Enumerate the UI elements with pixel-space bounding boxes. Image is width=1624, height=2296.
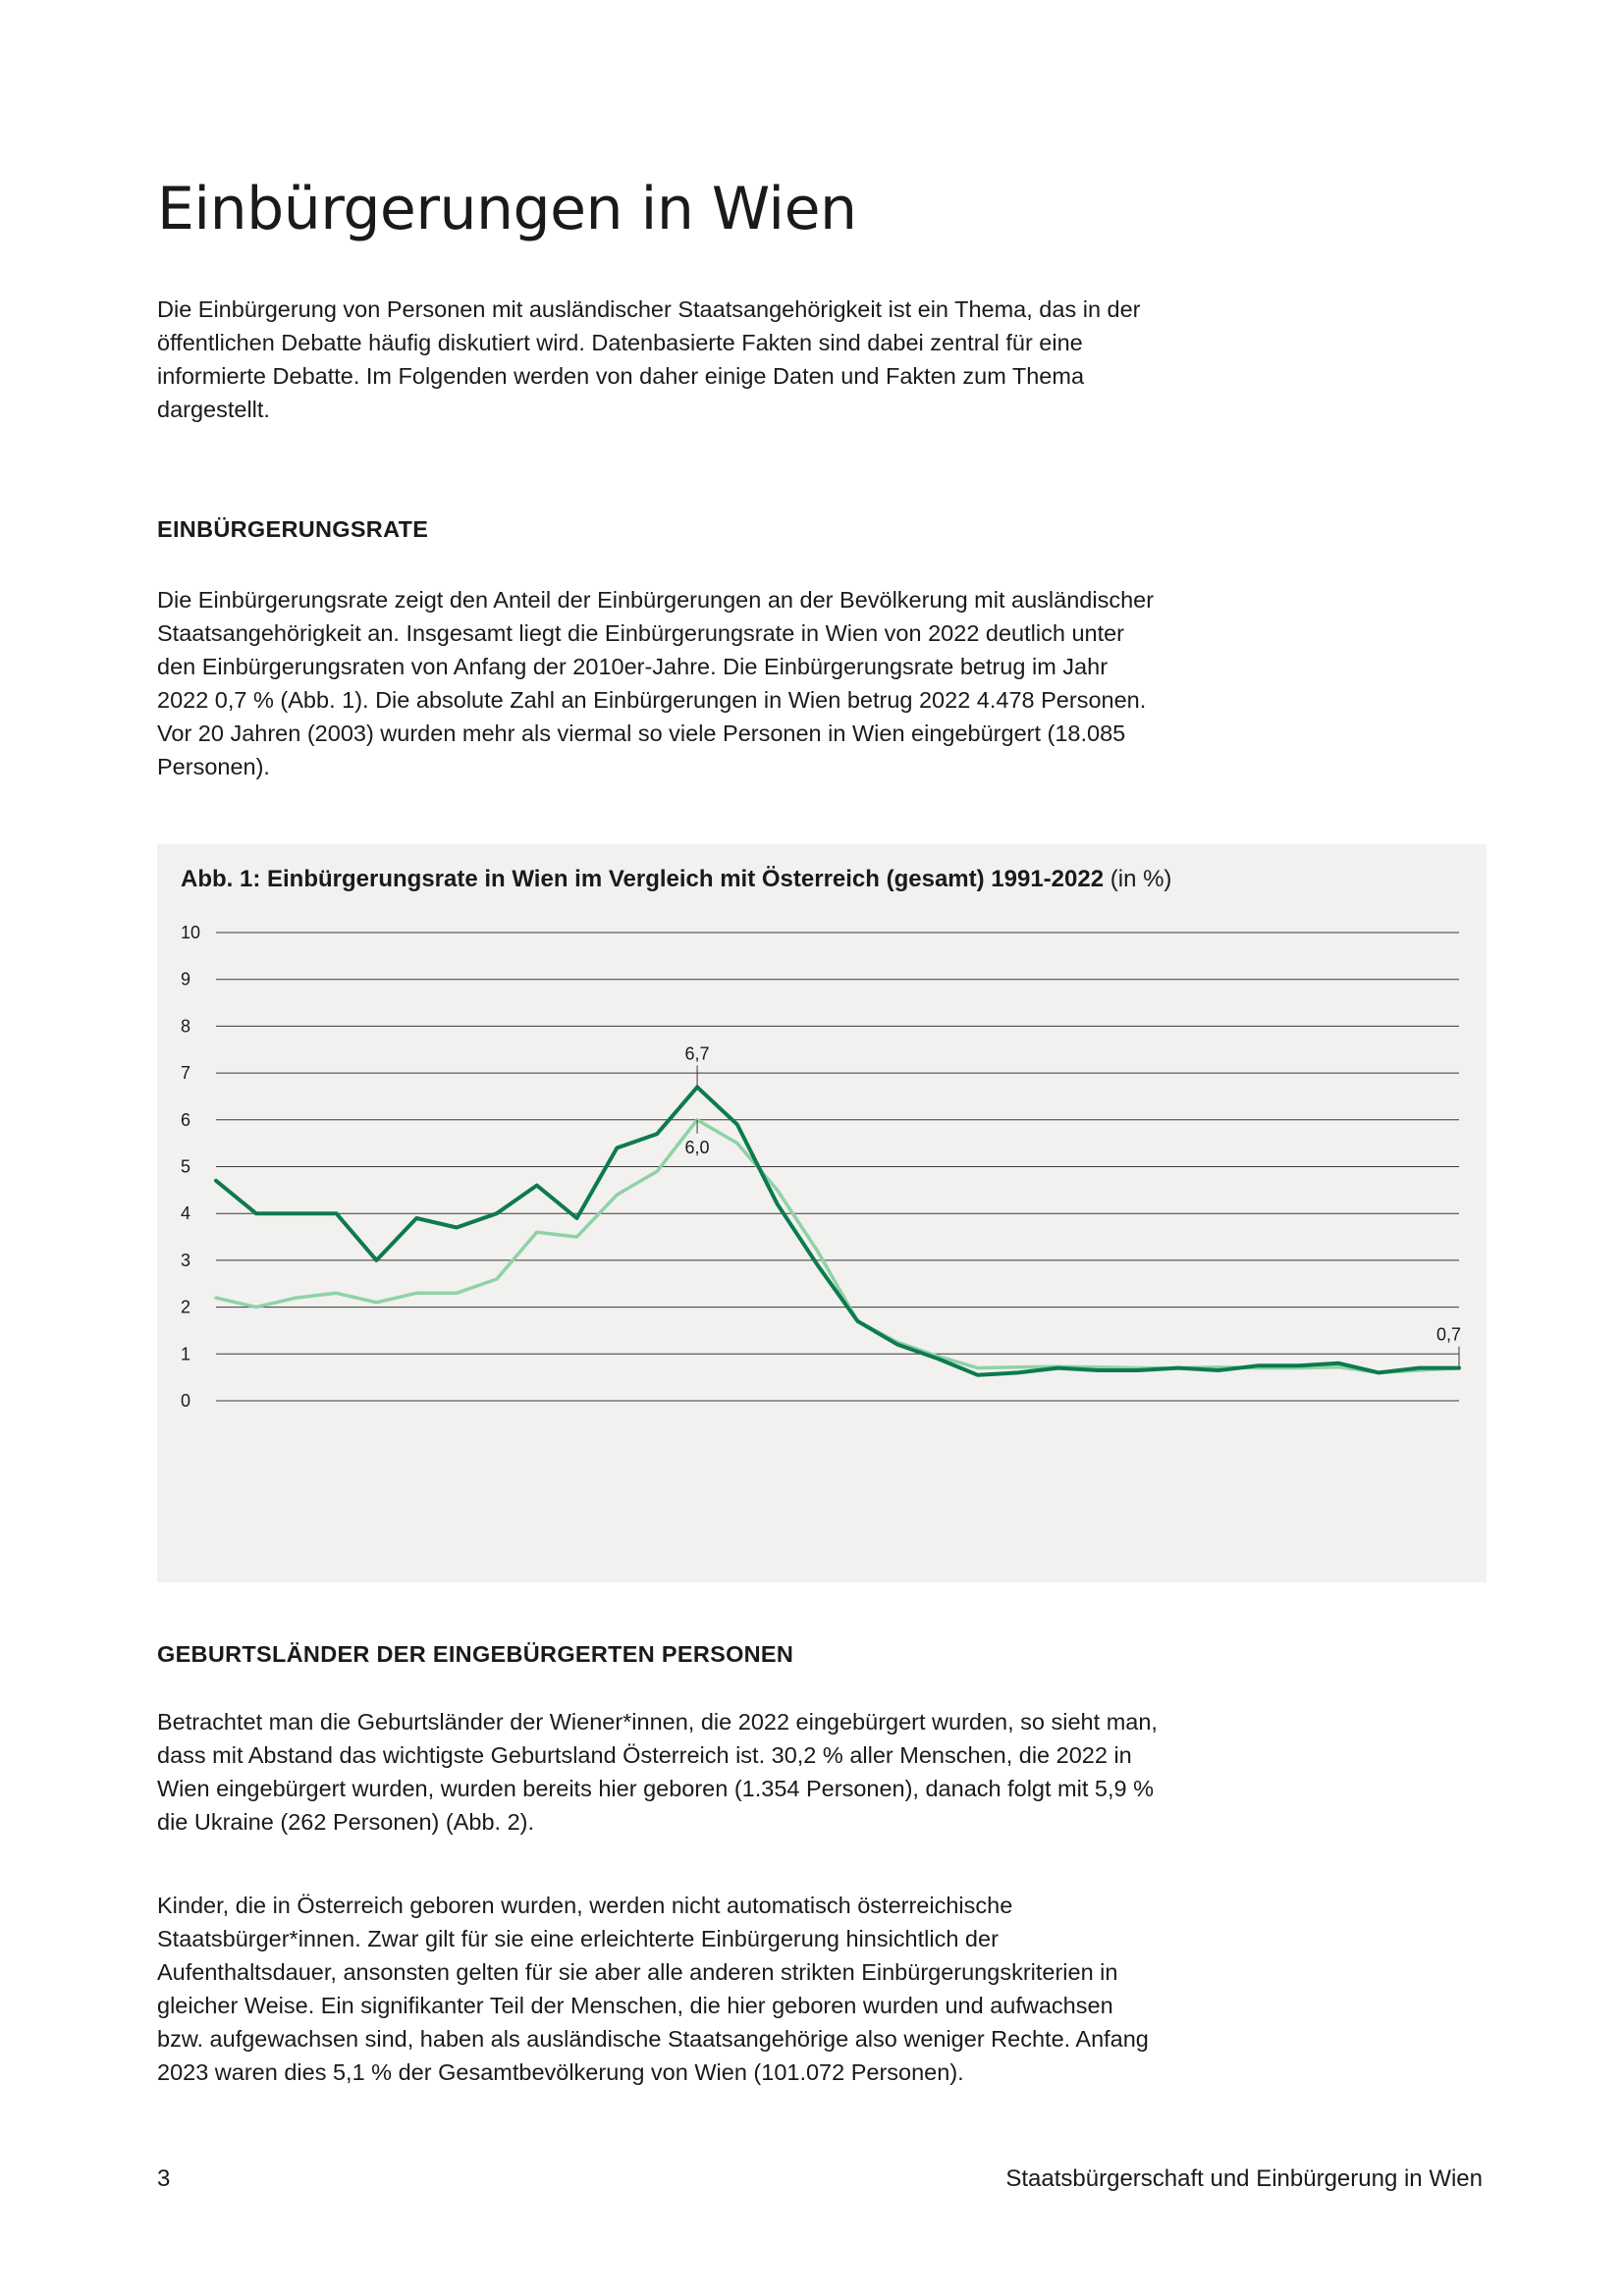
y-tick-label-10: 10 [181, 923, 201, 942]
y-tick-label-5: 5 [181, 1156, 191, 1177]
intro-paragraph: Die Einbürgerung von Personen mit ausländischer Staatsangehörigkeit ist ein Thema, das in der öffentlichen Debatte häufig diskutiert wird. Datenbasierte Fakten sind dabei zentral für eine informierte Debatte. Im Folgenden werden von daher einige Daten und Fakten zum Thema dargestellt. [157, 296, 1141, 422]
geburtslaender-paragraph-1: Betrachtet man die Geburtsländer der Wiener*innen, die 2022 eingebürgert wurden, so sieht man, dass mit Abstand das wichtigste Geburtsland Österreich ist. 30,2 % aller Menschen, die 2022 in Wien eingebürgert wurden, wurden bereits hier geboren (1.354 Personen), danach folgt mit 5,9 % die Ukraine (262 Personen) (Abb. 2). [157, 1709, 1158, 1835]
data-label-2022-wien: 0,7 [1435, 1324, 1461, 1345]
page-title: Einbürgerungen in Wien [157, 175, 857, 243]
y-tick-label-2: 2 [181, 1297, 191, 1317]
data-label-2003-oesterreich: 6,0 [684, 1137, 710, 1157]
data-label-2003-wien: 6,7 [684, 1043, 710, 1064]
geburtslaender-paragraph-2: Kinder, die in Österreich geboren wurden, werden nicht automatisch österreichische Staatsbürger*innen. Zwar gilt für sie eine erleichterte Einbürgerung hinsichtlich der Aufenthaltsdauer, ansonsten gelten für sie aber alle anderen strikten Einbürgerungskriterien in gleicher Weise. Ein signifikanter Teil der Menschen, die hier geboren wurden und aufwachsen bzw. aufgewachsen sind, haben als ausländische Staatsangehörige also weniger Rechte. Anfang 2023 waren dies 5,1 % der Gesamtbevölkerung von Wien (101.072 Personen). [157, 1893, 1149, 2085]
einbuergerungsrate-paragraph: Die Einbürgerungsrate zeigt den Anteil der Einbürgerungen an der Bevölkerung mit ausländischer Staatsangehörigkeit an. Insgesamt liegt die Einbürgerungsrate in Wien von 2022 deutlich unter den Einbürgerungsraten von Anfang der 2010er-Jahre. Die Einbürgerungsrate betrug im Jahr 2022 0,7 % (Abb. 1). Die absolute Zahl an Einbürgerungen in Wien betrug 2022 4.478 Personen. Vor 20 Jahren (2003) wurden mehr als viermal so viele Personen in Wien eingebürgert (18.085 Personen). [157, 587, 1155, 779]
y-tick-label-0: 0 [181, 1391, 191, 1411]
y-tick-label-9: 9 [181, 969, 191, 989]
chart-unit: (in %) [1110, 866, 1172, 892]
series-line-oesterreich [216, 1120, 1459, 1373]
y-tick-label-4: 4 [181, 1203, 191, 1224]
page-number: 3 [157, 2165, 171, 2192]
chart-title-text: Abb. 1: Einbürgerungsrate in Wien im Vergleich mit Österreich (gesamt) 1991-2022 [181, 866, 1105, 892]
y-tick-label-1: 1 [181, 1344, 191, 1364]
section-heading-einbuergerungsrate: EINBÜRGERUNGSRATE [157, 516, 429, 542]
chart-figure [157, 844, 1487, 1582]
section-heading-geburtslaender: GEBURTSLÄNDER DER EINGEBÜRGERTEN PERSONEN [157, 1641, 794, 1667]
footer-document-title: Staatsbürgerschaft und Einbürgerung in Wien [1005, 2165, 1483, 2192]
y-tick-label-3: 3 [181, 1250, 191, 1270]
series-line-wien [216, 1087, 1459, 1374]
y-tick-label-7: 7 [181, 1063, 191, 1084]
y-tick-label-8: 8 [181, 1016, 191, 1037]
y-tick-label-6: 6 [181, 1109, 191, 1130]
line-chart [157, 844, 1487, 1582]
